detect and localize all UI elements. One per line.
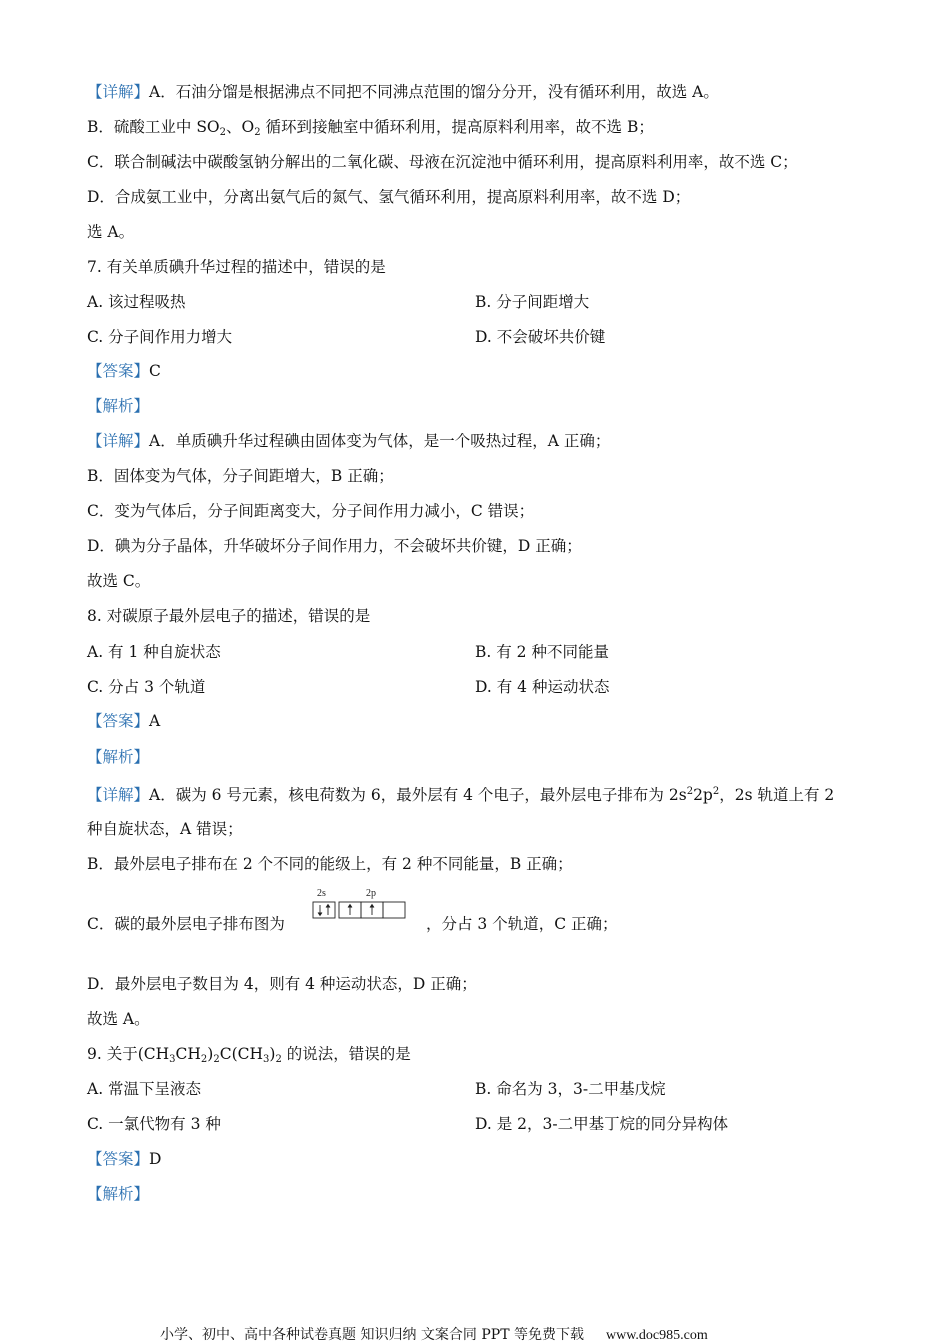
q8-detail-b: B．最外层电子排布在 2 个不同的能级上，有 2 种不同能量，B 正确； xyxy=(87,855,573,873)
answer-tag: 【答案】 xyxy=(87,362,150,380)
q7-option-c: C. 分子间作用力增大 xyxy=(87,328,233,346)
q7-analysis-tag: 【解析】 xyxy=(87,397,150,415)
label-2s: 2s xyxy=(317,888,326,899)
box-2s xyxy=(313,902,335,918)
q7-conclusion: 故选 C。 xyxy=(87,572,151,590)
q9-stem: 9. 关于$(CH_3CH_2)_2C(CH_3)_2$ 的说法，错误的是 xyxy=(87,1045,411,1065)
q8-analysis-tag: 【解析】 xyxy=(87,748,150,766)
q9-option-c: C. 一氯代物有 3 种 xyxy=(87,1115,221,1133)
answer-value: D xyxy=(149,1150,162,1168)
q7-detail-b: B．固体变为气体，分子间距增大，B 正确； xyxy=(87,467,394,485)
q8-detail-a: 【详解】A．碳为 6 号元素，核电荷数为 6，最外层有 4 个电子，最外层电子排布为 $2s^22p^2$，2s 轨道上有 2 xyxy=(87,786,835,804)
q8-option-c: C. 分占 3 个轨道 xyxy=(87,678,206,696)
arrow-up-icon xyxy=(326,905,330,916)
q8-stem: 8. 对碳原子最外层电子的描述，错误的是 xyxy=(87,607,371,625)
box-2p-3 xyxy=(383,902,405,918)
q6-detail-b: B．硫酸工业中 $SO_2$、$O_2$ 循环到接触室中循环利用，提高原料利用率，故不选 B； xyxy=(87,118,654,138)
orbital-diagram xyxy=(311,886,411,926)
q8-detail-c-post: ，分占 3 个轨道，C 正确； xyxy=(426,915,618,933)
q8-answer xyxy=(87,711,160,731)
q9-option-d: D. 是 2，3-二甲基丁烷的同分异构体 xyxy=(475,1115,729,1133)
q6-detail-d: D．合成氨工业中，分离出氨气后的氮气、氢气循环利用，提高原料利用率，故不选 D； xyxy=(87,188,691,206)
q7-option-a: A. 该过程吸热 xyxy=(87,293,186,311)
q6-conclusion: 选 A。 xyxy=(87,223,135,241)
q9-answer xyxy=(87,1149,161,1169)
q9-option-a: A. 常温下呈液态 xyxy=(87,1080,202,1098)
q7-detail-a: 【详解】A．单质碘升华过程碘由固体变为气体，是一个吸热过程，A 正确； xyxy=(87,432,611,450)
q9-analysis-tag: 【解析】 xyxy=(87,1185,150,1203)
answer-value: C xyxy=(149,362,161,380)
arrow-up-icon xyxy=(370,905,374,916)
q8-option-b: B. 有 2 种不同能量 xyxy=(475,643,609,661)
q8-option-a: A. 有 1 种自旋状态 xyxy=(87,643,221,661)
arrow-down-icon xyxy=(318,905,322,916)
q8-detail-c-pre: C．碳的最外层电子排布图为 xyxy=(87,915,285,933)
detail-tag: 【详解】 xyxy=(87,83,150,101)
q7-answer xyxy=(87,361,161,381)
q7-stem: 7. 有关单质碘升华过程的描述中，错误的是 xyxy=(87,258,386,276)
answer-tag: 【答案】 xyxy=(87,1150,150,1168)
q6-detail-a: 【详解】A．石油分馏是根据沸点不同把不同沸点范围的馏分分开，没有循环利用，故选 A。 xyxy=(87,83,719,101)
footer-text: 小学、初中、高中各种试卷真题 知识归纳 文案合同 PPT 等免费下载 xyxy=(160,1327,584,1343)
q7-option-b: B. 分子间距增大 xyxy=(475,293,590,311)
q8-conclusion: 故选 A。 xyxy=(87,1010,150,1028)
arrow-up-icon xyxy=(348,905,352,916)
q7-option-d: D. 不会破坏共价键 xyxy=(475,328,606,346)
q8-detail-d: D．最外层电子数目为 4，则有 4 种运动状态，D 正确； xyxy=(87,975,477,993)
q9-option-b: B. 命名为 3，3-二甲基戊烷 xyxy=(475,1080,666,1098)
q7-detail-c: C．变为气体后，分子间距离变大，分子间作用力减小，C 错误； xyxy=(87,502,535,520)
page-footer xyxy=(160,1324,708,1344)
q8-detail-a-cont: 种自旋状态，A 错误； xyxy=(87,820,243,838)
label-2p: 2p xyxy=(366,888,376,899)
answer-tag: 【答案】 xyxy=(87,712,150,730)
answer-value: A xyxy=(149,712,161,730)
footer-link[interactable]: www.doc985.com xyxy=(605,1328,708,1343)
q8-option-d: D. 有 4 种运动状态 xyxy=(475,678,610,696)
q6-detail-c: C．联合制碱法中碳酸氢钠分解出的二氧化碳、母液在沉淀池中循环利用，提高原料利用率，故不选 C； xyxy=(87,153,798,171)
q7-detail-d: D．碘为分子晶体，升华破坏分子间作用力，不会破坏共价键，D 正确； xyxy=(87,537,582,555)
